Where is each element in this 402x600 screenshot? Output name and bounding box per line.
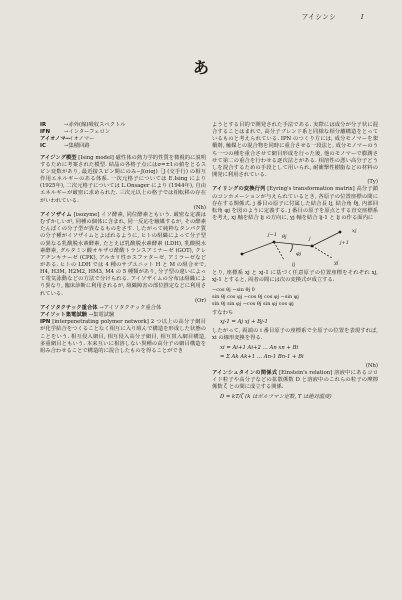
equation: = Σ Ak Ak+1 … An-1 Bn-1 + Bi xyxy=(220,353,304,360)
equation: xj-1 = Aj xj + Bj-1 xyxy=(220,319,268,326)
equation: D = kT/ζ (k はボルツマン定数, T は絶対温度) xyxy=(220,393,332,400)
page-number: I xyxy=(360,13,364,21)
fig-label: φj xyxy=(296,251,302,258)
entry-body: [isozyme] イソ酵素, 同位酵素ともいう. 厳密な定義はむずかしいが, 同種の個体に含まれ, 同一反応を触媒するが, その酵素たんぱくの分子型が異なるものをさす. したがって純粋なタンパク質の分子種がイソザイムとよばれるように, ヒトの組織によって分子型の異なる乳酸脱水素酵素, たとえば乳酸脱水素酵素 (LDH), 乳酸脱水素酵素, グルタミン酸オキザロ酢酸トランスアミナーゼ (GOT), クレアチンキナーゼ (CPK), アルカリ性ホスファターゼ, アミラーゼなどがある. ヒトの LDH では 4 種のサブユニット H と M の組合せで, H4, H3M, H2M2, HM3, M4 の 5 種類があり, 分子型の違いによって電気泳動などの方法で分けられる. アイソザイムの分布は組織により異なり, 臨床診断に利用されるが, 組織障害の部位推定などに利用されている. xyxy=(40,211,207,297)
author-tag: (Nh) xyxy=(193,204,206,211)
entry-body: [Einstein's relation] 溶液中にあるコロイド粒子や高分子などの拡散係数 D と溶液中のこれらの粒子の摩擦係数 ζ との間に成立する関係. xyxy=(212,370,378,391)
headword: アイソザイム xyxy=(40,211,72,218)
abbrev-entry: IC →集積回路 xyxy=(40,143,90,150)
author-tag: (Nh) xyxy=(365,362,378,369)
cross-reference: アイソタクチック重合体 →アイソタクチック重合体 xyxy=(40,304,162,311)
abbrev-entry: アイオノマー→イオノマー xyxy=(40,136,95,143)
entry-ising xyxy=(40,155,206,212)
fig-label: xj xyxy=(352,228,357,235)
entry-body: [Ising model] 磁性体の熱力学的性質を微視的に説明するために考案された模型. 結晶の各格子点にはσ=±1の値をとるスピン変数があり, 最近接スピン間にのみ−J(σiσj)［J (交手行) の相互作用エネルギーのある体系. 一次元格子については E.Ising により (1925年), 二次元格子については L.Onsager により (1944年), 自由エネルギーが厳密に求められた. 三次元以上の格子では相転移の存在がいわれている. xyxy=(40,154,206,204)
headword: アインシュタインの関係式 xyxy=(212,370,278,377)
headword: IPN xyxy=(40,319,51,326)
matrix-note: すなわち xyxy=(212,309,234,316)
cross-reference: アイソット集電試験 →集電試験 xyxy=(40,312,115,319)
entry-continuation: ようとする目的で開発された手法である. 実際には成分が分子状に混合することはまれで, 高分子ブレンド系と同様な相分離構造をとっているものと考えられている. IPN のつくり方には, 成分モノマーを架橋剤, 触媒との混合物を同時に重合させる一段法と, 成分モノマーのうち一つの種を重合させて網目形成を行った後, 他のモノマーで膨潤させて第二の重合を行わせる逐次法とがある. 相溶性の悪い高分子どうしを混合するための手段として用いられ, 耐衝撃性樹脂などの材料の開発に利用されている. (Ty) xyxy=(212,122,378,186)
entry-continuation: とり, 座標系 xj と xj-1 に基づく任意原子の位置座標をそれぞれ xj, xj-1 とすると, 両者の間には次の変換式が成立する. xyxy=(212,270,378,284)
abbrev-entry: IFN →インターフェロン xyxy=(40,129,111,136)
bond-geometry-figure xyxy=(212,224,378,268)
running-title: アイシンシ xyxy=(301,13,337,21)
page-header xyxy=(302,14,364,21)
equation-note: したがって, 両端の i 番目原子の座標系で全原子の位置を表現すれば, xi の線形変換を得る. xyxy=(212,328,378,342)
fig-label: j+1 xyxy=(340,240,349,247)
entry-eyring xyxy=(212,186,378,222)
fig-label: yj xyxy=(334,260,339,267)
fig-label: j xyxy=(309,236,311,243)
entry-isozyme xyxy=(40,212,206,305)
section-heading: あ xyxy=(192,58,209,77)
author-tag: (Or) xyxy=(194,297,206,304)
headword: アイジング模型 xyxy=(40,154,77,161)
equation: xi = Ai+1 Ai+2 … An xn + Bi xyxy=(220,344,299,351)
entry-einstein xyxy=(212,370,378,391)
abbrev-entry: IR →赤外(線)吸収スペクトル xyxy=(40,122,126,128)
fig-label: θj xyxy=(282,234,287,241)
transformation-matrix: −cos θj −sin θj 0 sin θj cos φj −cos θj cos φj −sin φj sin θj sin φj −cos θj sin φj cos φj xyxy=(212,286,299,307)
left-column xyxy=(40,122,206,355)
fig-label: lj xyxy=(292,262,296,269)
entry-ipn xyxy=(40,319,206,355)
headword: アイリングの変換行列 xyxy=(212,186,266,193)
entry-body: [interpenetrating polymer network] 2 つ以上の高分子網目が化学結合をつくることなく相互に入り組んで構造を形成した状態のことをいう. 相互侵入網目, 相互侵入高分子網目, 相互貫入網目構造, 多重網目ともいう. 本来互いに相溶しない異種の高分子の網目構造を組み合わせることで構造的に混合したものを得ることができ xyxy=(40,319,207,354)
fig-label: j−1 xyxy=(268,232,277,239)
entry-body: [Eyring's transformation matrix] 高分子鎖のコンホメーションが与えられているとき, 各原子の位置座標の間に存在する関係式. j 番目の原子に付属した結合長 lj, 結合角 θj, 内部回転角 φj を図のように定義する. j 番目の原子を原点とする直交座標系を考え, xj 軸を結合 lj の方向に, yj 軸を結合 lj-1 と lj の作る面内に xyxy=(212,186,378,222)
author-tag: (Ty) xyxy=(367,179,378,186)
right-column xyxy=(212,122,378,403)
